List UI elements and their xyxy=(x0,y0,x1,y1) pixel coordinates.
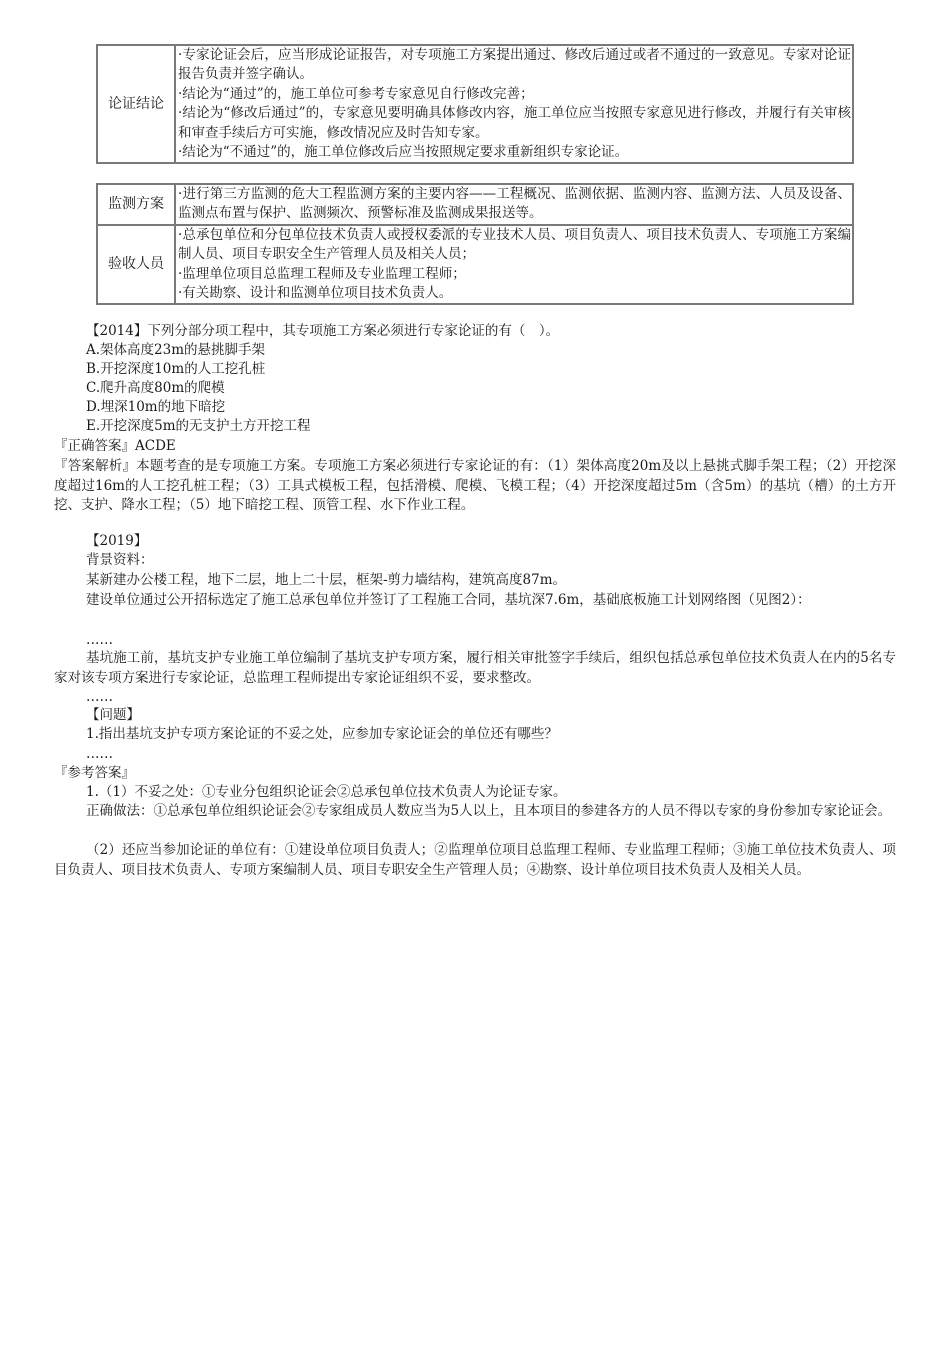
background-p3: 基坑施工前，基坑支护专业施工单位编制了基坑支护专项方案，履行相关审批签字手续后，组织包括总承包单位技术负责人在内的5名专家对该专项方案进行专家论证，总监理工程师提出专家论证组织不妥，要求整改。 xyxy=(54,650,896,686)
ellipsis: …… xyxy=(86,689,113,705)
answer-analysis: 『答案解析』本题考查的是专项施工方案。专项施工方案必须进行专家论证的有：（1）架体高度20m及以上悬挑式脚手架工程；（2）开挖深度超过16m的人工挖孔桩工程；（3）工具式模板工程，包括滑模、爬模、飞模工程；（4）开挖深度超过5m（含5m）的基坑（槽）的土方开挖、支护、降水工程；（5）地下暗挖工程、顶管工程、水下作业工程。 xyxy=(54,458,896,513)
question-1: 1.指出基坑支护专项方案论证的不妥之处，应参加专家论证会的单位还有哪些？ xyxy=(86,726,558,742)
list-item: ·专家论证会后，应当形成论证报告，对专项施工方案提出通过、修改后通过或者不通过的一致意见。专家对论证报告负责并签字确认。 xyxy=(178,47,851,83)
ellipsis: …… xyxy=(86,632,113,648)
table-row xyxy=(97,225,853,305)
background-p2: 建设单位通过公开招标选定了施工总承包单位并签订了工程施工合同，基坑深7.6m，基础底板施工计划网络图（见图2）： xyxy=(86,592,811,608)
table-row xyxy=(97,184,853,225)
table-expert-conclusion xyxy=(96,44,854,164)
list-item: ·监理单位项目总监理工程师及专业监理工程师； xyxy=(178,265,466,282)
case-2019-year: 【2019】 xyxy=(86,533,148,549)
row-label-conclusion: 论证结论 xyxy=(97,45,175,163)
ellipsis: …… xyxy=(86,746,113,762)
list-item: ·结论为“修改后通过”的，专家意见要明确具体修改内容，施工单位应当按照专家意见进行修改，并履行有关审核和审查手续后方可实施，修改情况应及时告知专家。 xyxy=(178,105,851,141)
row-label-acceptance: 验收人员 xyxy=(97,225,175,305)
reference-answer-label: 『参考答案』 xyxy=(54,765,135,781)
question-label: 【问题】 xyxy=(86,707,140,723)
table-row xyxy=(97,45,853,163)
option-c: C.爬升高度80m的爬模 xyxy=(86,380,225,396)
answer-1-2: （2）还应当参加论证的单位有：①建设单位项目负责人；②监理单位项目总监理工程师、专业监理工程师；③施工单位技术负责人、项目负责人、项目技术负责人、专项方案编制人员、项目专职安全生产管理人员；④勘察、设计单位项目技术负责人及相关人员。 xyxy=(54,842,896,878)
row-content-conclusion xyxy=(175,45,853,163)
answer-correct-practice: 正确做法：①总承包单位组织论证会②专家组成员人数应当为5人以上，且本项目的参建各方的人员不得以专家的身份参加专家论证会。 xyxy=(86,803,892,819)
option-a: A.架体高度23m的悬挑脚手架 xyxy=(86,342,266,358)
row-content-monitoring xyxy=(175,184,853,225)
list-item: ·进行第三方监测的危大工程监测方案的主要内容——工程概况、监测依据、监测内容、监测方法、人员及设备、监测点布置与保护、监测频次、预警标准及监测成果报送等。 xyxy=(178,186,851,222)
correct-answer: 『正确答案』ACDE xyxy=(54,438,176,454)
list-item: ·结论为“通过”的，施工单位可参考专家意见自行修改完善； xyxy=(178,85,534,102)
option-b: B.开挖深度10m的人工挖孔桩 xyxy=(86,361,266,377)
list-item: ·有关勘察、设计和监测单位项目技术负责人。 xyxy=(178,285,453,302)
list-item: ·总承包单位和分包单位技术负责人或授权委派的专业技术人员、项目负责人、项目技术负责人、专项施工方案编制人员、项目专职安全生产管理人员及相关人员； xyxy=(178,226,851,263)
answer-1-1: 1.（1）不妥之处：①专业分包组织论证会②总承包单位技术负责人为论证专家。 xyxy=(86,784,567,800)
background-p1: 某新建办公楼工程，地下二层，地上二十层，框架-剪力墙结构，建筑高度87m。 xyxy=(86,572,567,588)
option-d: D.埋深10m的地下暗挖 xyxy=(86,399,226,415)
question-2014-stem: 【2014】下列分部分项工程中，其专项施工方案必须进行专家论证的有（ ）。 xyxy=(86,323,560,339)
option-e: E.开挖深度5m的无支护土方开挖工程 xyxy=(86,418,311,434)
table-monitoring-acceptance xyxy=(96,183,854,305)
list-item: ·结论为“不通过”的，施工单位修改后应当按照规定要求重新组织专家论证。 xyxy=(178,144,629,161)
background-label: 背景资料： xyxy=(86,552,154,568)
row-label-monitoring: 监测方案 xyxy=(97,184,175,225)
row-content-acceptance xyxy=(175,225,853,305)
